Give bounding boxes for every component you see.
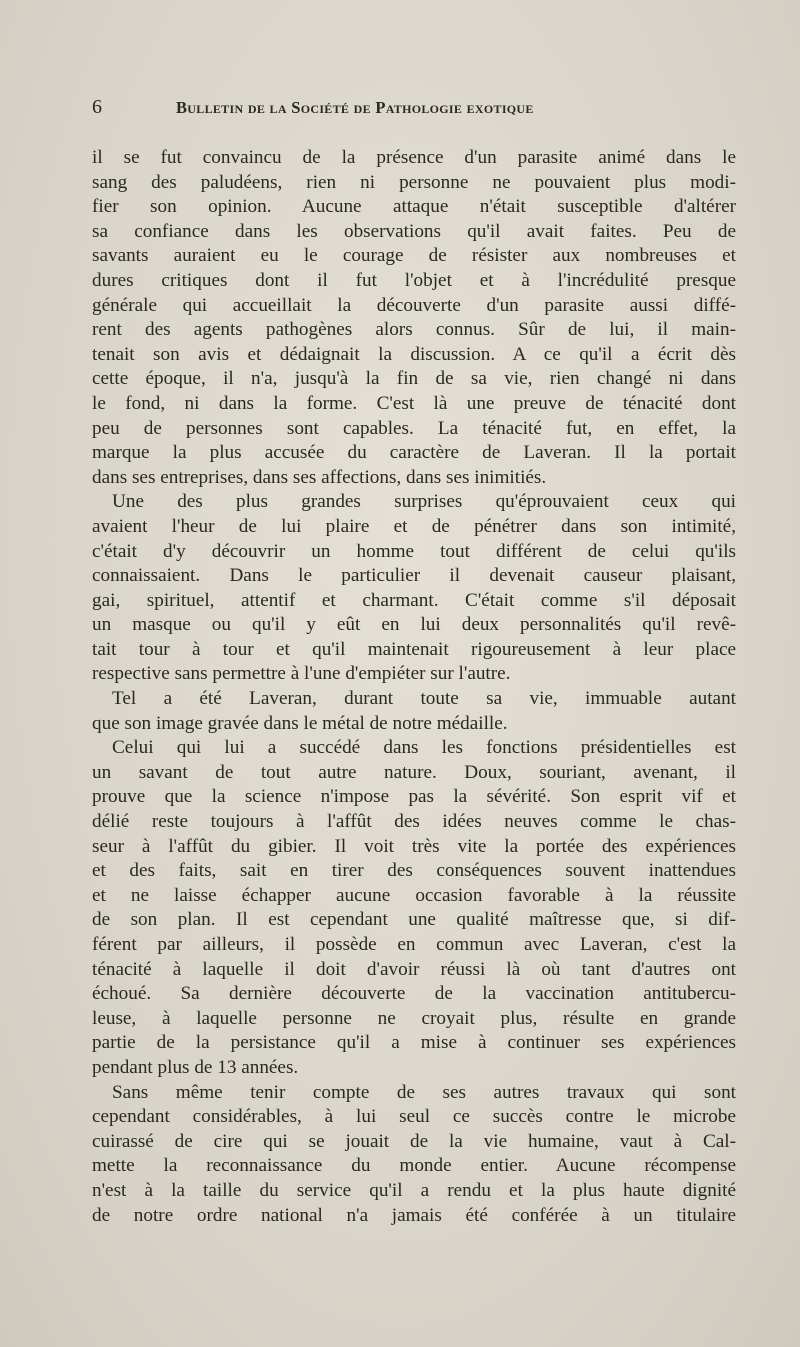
text-line: tait tour à tour et qu'il maintenait rigoureusement à leur place [92,638,736,660]
text-line: de son plan. Il est cependant une qualité maîtresse que, si dif- [92,909,736,931]
text-line: générale qui accueillait la découverte d'un parasite aussi diffé- [92,294,736,316]
text-line: et des faits, sait en tirer des conséquences souvent inattendues [92,860,736,882]
text-line: dans ses entreprises, dans ses affections, dans ses inimitiés. [92,466,547,488]
text-line: n'est à la taille du service qu'il a rendu et la plus haute dignité [92,1179,736,1201]
text-line: il se fut convaincu de la présence d'un parasite animé dans le [92,147,736,168]
text-line: cette époque, il n'a, jusqu'à la fin de sa vie, rien changé ni dans [92,368,736,390]
text-line: le fond, ni dans la forme. C'est là une preuve de ténacité dont [92,392,736,414]
text-line: savants auraient eu le courage de résister aux nombreuses et [92,245,736,267]
body-text [92,146,736,1228]
text-line: et ne laisse échapper aucune occasion favorable à la réussite [92,884,736,906]
text-line: pendant plus de 13 années. [92,1056,299,1078]
text-line: avaient l'heur de lui plaire et de pénétrer dans son intimité, [92,515,736,537]
text-line: gai, spirituel, attentif et charmant. C'était comme s'il déposait [92,589,736,611]
page-number: 6 [92,96,102,118]
text-line: seur à l'affût du gibier. Il voit très vite la portée des expériences [92,835,736,857]
text-line: peu de personnes sont capables. La ténacité fut, en effet, la [92,417,736,439]
text-line: connaissaient. Dans le particulier il devenait causeur plaisant, [92,565,736,587]
text-line: sang des paludéens, rien ni personne ne pouvaient plus modi- [92,171,736,193]
running-title: Bulletin de la Société de Pathologie exotique [176,98,534,117]
text-line: que son image gravée dans le métal de notre médaille. [92,712,508,734]
text-line: Une des plus grandes surprises qu'éprouvaient ceux qui [112,491,736,513]
text-line: mette la reconnaissance du monde entier. Aucune récompense [92,1155,736,1177]
text-line: ténacité à laquelle il doit d'avoir réussi là où tant d'autres ont [92,958,736,980]
text-line: cependant considérables, à lui seul ce succès contre le microbe [92,1106,736,1128]
text-line: c'était d'y découvrir un homme tout différent de celui qu'ils [92,540,736,562]
text-line: dures critiques dont il fut l'objet et à l'incrédulité presque [92,269,736,291]
text-line: respective sans permettre à l'une d'empiéter sur l'autre. [92,663,511,685]
text-line: Sans même tenir compte de ses autres travaux qui sont [112,1081,736,1103]
page-header [92,96,742,126]
text-line: rent des agents pathogènes alors connus. Sûr de lui, il main- [92,319,736,341]
text-line: fier son opinion. Aucune attaque n'était susceptible d'altérer [92,196,736,218]
text-line: partie de la persistance qu'il a mise à continuer ses expériences [92,1032,736,1054]
text-line: marque la plus accusée du caractère de Laveran. Il la portait [92,442,736,464]
text-line: Celui qui lui a succédé dans les fonctions présidentielles est [112,737,736,759]
text-line: leuse, à laquelle personne ne croyait plus, résulte en grande [92,1007,736,1029]
text-line: prouve que la science n'impose pas la sévérité. Son esprit vif et [92,786,736,808]
text-line: tenait son avis et dédaignait la discussion. A ce qu'il a écrit dès [92,343,736,365]
text-line: Tel a été Laveran, durant toute sa vie, immuable autant [112,688,736,710]
text-line: délié reste toujours à l'affût des idées neuves comme le chas- [92,811,736,833]
text-line: férent par ailleurs, il possède en commun avec Laveran, c'est la [92,934,736,955]
text-line: sa confiance dans les observations qu'il avait faites. Peu de [92,220,736,242]
text-line: un masque ou qu'il y eût en lui deux personnalités qu'il revê- [92,614,736,636]
text-line: de notre ordre national n'a jamais été conférée à un titulaire [92,1204,736,1226]
text-line: cuirassé de cire qui se jouait de la vie humaine, vaut à Cal- [92,1130,736,1152]
text-line: un savant de tout autre nature. Doux, souriant, avenant, il [92,761,736,783]
text-line: échoué. Sa dernière découverte de la vaccination antitubercu- [92,983,736,1005]
